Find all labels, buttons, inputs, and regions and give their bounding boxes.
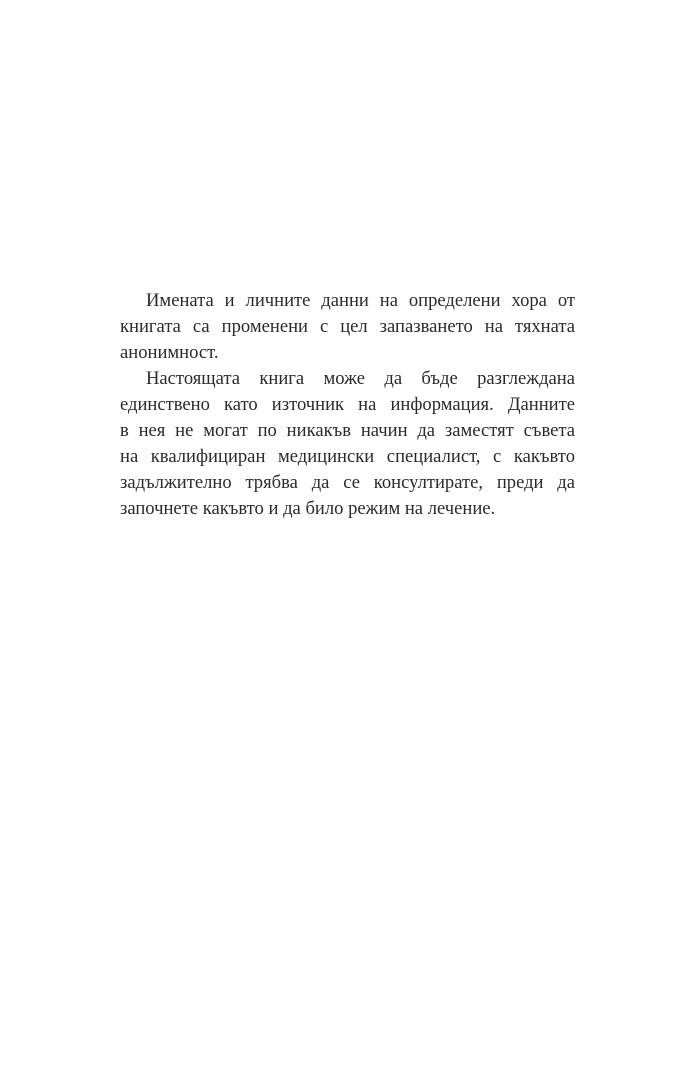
disclaimer-text (120, 288, 575, 522)
text-line: в нея не могат по никакъв начин да заместят съвета (120, 420, 575, 441)
text-line: Настоящата книга може да бъде разглеждана (146, 368, 575, 389)
text-line: анонимност. (120, 342, 219, 363)
text-line: книгата са променени с цел запазването на тяхната (120, 316, 575, 337)
text-line: на квалифициран медицински специалист, с какъвто (120, 446, 575, 467)
text-line: задължително трябва да се консултирате, преди да (120, 472, 575, 493)
text-line: единствено като източник на информация. Данните (120, 394, 575, 415)
text-line: започнете какъвто и да било режим на лечение. (120, 498, 496, 519)
text-line: Имената и личните данни на определени хора от (146, 290, 575, 311)
paragraph-anonymity (120, 288, 575, 366)
paragraph-medical-disclaimer (120, 366, 575, 522)
